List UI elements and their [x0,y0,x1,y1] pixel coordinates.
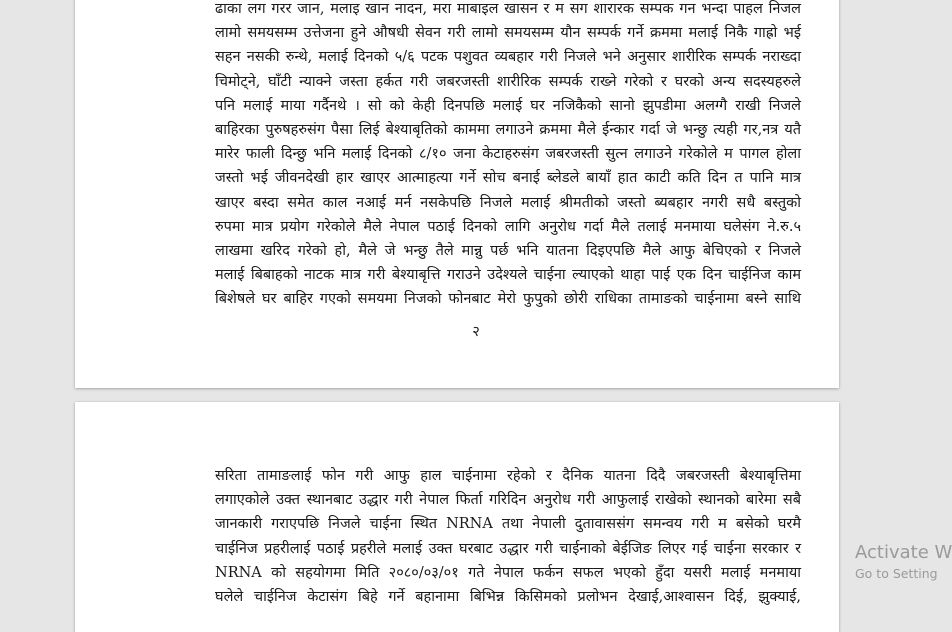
text-line: रुपमा मात्र प्रयोग गरेकोले मैले नेपाल पठाई दिनको लागि अनुरोध गर्दा मैले तलाई मनमाया घलेसंग ने.रु.५ [215,218,801,235]
page-number: २ [472,324,480,340]
page-1-body-text [215,0,801,311]
text-line: जानकारी गराएपछि निजले चाईना स्थित NRNA तथा नेपाली दुतावाससंग समन्वय गरी म बसेको घरमै [215,516,801,533]
text-line: ढाका लग गरर जान, मलाइ खान नादन, मरा माबाइल खासन र म सग शारारक सम्पक गन भन्दा पाहल निजल [215,1,801,17]
windows-activation-watermark [855,542,952,581]
text-line: चाईनिज प्रहरीलाई पठाई प्रहरीले मलाई उक्त घरबाट उद्धार गरी चाईनाको बेईजिङ लिएर गई चाईना सरकार र [215,540,801,557]
text-line: खाएर बस्दा समेत काल नआई मर्न नसकेपछि निजले मलाई श्रीमतीको जस्तो ब्यबहार नगरी सधै बस्तुको [215,194,801,211]
text-line: लाखमा खरिद गरेको हो, मैले जे भन्छु तैले मान्नु पर्छ भनि यातना दिइएपछि मैले आफु बेचिएको र निजले [215,242,801,259]
text-line: पनि मलाई माया गर्दैनथे । सो को केही दिनपछि मलाई घर नजिकैको सानो झुपडीमा अलग्गै राखी निजले [215,97,801,114]
watermark-subtitle: Go to Setting [855,566,938,581]
watermark-title: Activate W [855,542,952,563]
page-2-body-text [215,464,801,609]
text-line: चिमोट्ने, घाँटी न्याक्ने जस्ता हर्कत गरी जबरजस्ती शारीरिक सम्पर्क राख्ने गरेको र घरको अन्य सदस्यहरुले [215,73,801,90]
text-line: सरिता तामाङलाई फोन गरी आफु हाल चाईनामा रहेको र दैनिक यातना दिदै जबरजस्ती बेश्याबृत्तिमा [215,468,801,484]
text-line: बिशेषले घर बाहिर गएको समयमा निजको फोनबाट मेरो फुपुको छोरी राधिका तामाङको चाईनामा बस्ने साथि [215,291,801,308]
text-line: NRNA को सहयोगमा मिति २०८०/०३/०१ गते नेपाल फर्कन सफल भएको हुँदा यसरी मलाई मनमाया [215,564,801,581]
text-line: लामो समयसम्म उत्तेजना हुने औषधी सेवन गरी लामो समयसम्म यौन सम्पर्क गर्ने क्रममा मलाई निकै गाह्रो भई [215,25,801,42]
text-line: जस्तो भई जीवनदेखी हार खाएर आत्माहत्या गर्ने सोच बनाई ब्लेडले बायाँ हात काटी कति दिन त पानि मात्र [215,170,801,187]
text-line: मारेर फाली दिन्छु भनि मलाई दिनको ८/१० जना केटाहरुसंग जबरजस्ती सुत्न लगाउने गरेकोले म पागल होला [215,146,801,163]
text-line: बाहिरका पुरुषहरुसंग पैसा लिई बेश्याबृतिको काममा लगाउने क्रममा मैले ईन्कार गर्दा जे भन्छु त्यही गर,नत्र यतै [215,121,801,138]
text-line: मलाई बिबाहको नाटक मात्र गरी बेश्याबृत्ति गराउने उदेश्यले चाईना ल्याएको थाहा पाई एक दिन चाईनिज काम [215,267,801,284]
document-page-1[interactable] [75,0,839,388]
text-line: घलेले चाईनिज केटासंग बिहे गर्ने बहानामा बिभिन्न किसिमको प्रलोभन देखाई,आश्वासन दिई, झुक्याई, [215,588,801,605]
text-line: सहन नसकी रुन्थे, मलाई दिनको ५/६ पटक पशुवत व्यबहार गरी निजले भने अनुसार शारीरिक सम्पर्क नराख्दा [215,49,801,66]
document-page-2[interactable] [75,402,839,632]
text-line: लगाएकोले उक्त स्थानबाट उद्धार गरी नेपाल फिर्ता गरिदिन अनुरोध गरी आफुलाई राखेको स्थानको बारेमा सबै [215,492,801,509]
